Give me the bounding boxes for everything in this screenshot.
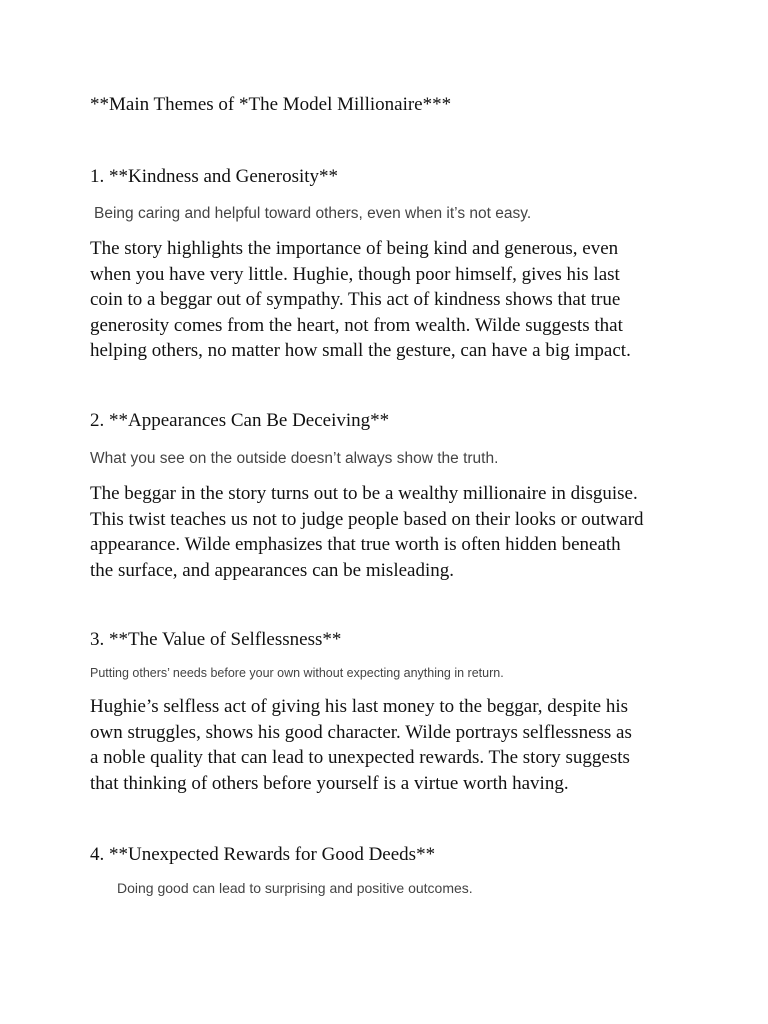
paragraph-line: the surface, and appearances can be misleading.: [90, 559, 454, 581]
paragraph-line: when you have very little. Hughie, though poor himself, gives his last: [90, 263, 620, 285]
section-4-subtitle: Doing good can lead to surprising and positive outcomes.: [117, 880, 473, 896]
paragraph-line: generosity comes from the heart, not from wealth. Wilde suggests that: [90, 314, 623, 336]
section-1-subtitle: Being caring and helpful toward others, even when it’s not easy.: [94, 205, 532, 222]
paragraph-line: a noble quality that can lead to unexpected rewards. The story suggests: [90, 747, 630, 768]
section-4-heading: 4. **Unexpected Rewards for Good Deeds**: [90, 844, 436, 865]
paragraph-line: Hughie’s selfless act of giving his last money to the beggar, despite his: [90, 696, 629, 717]
section-1-heading: 1. **Kindness and Generosity**: [90, 166, 339, 187]
paragraph-line: own struggles, shows his good character. Wilde portrays selflessness as: [90, 721, 632, 743]
section-2-paragraph: [90, 481, 690, 583]
section-2-subtitle: What you see on the outside doesn’t always show the truth.: [90, 450, 499, 467]
paragraph-line: The beggar in the story turns out to be a wealthy millionaire in disguise.: [90, 483, 638, 504]
document-title: **Main Themes of *The Model Millionaire***: [90, 94, 452, 115]
paragraph-line: that thinking of others before yourself is a virtue worth having.: [90, 772, 569, 794]
paragraph-line: appearance. Wilde emphasizes that true worth is often hidden beneath: [90, 534, 621, 555]
section-3-subtitle: Putting others’ needs before your own without expecting anything in return.: [90, 666, 504, 680]
paragraph-line: helping others, no matter how small the gesture, can have a big impact.: [90, 340, 631, 361]
paragraph-line: coin to a beggar out of sympathy. This act of kindness shows that true: [90, 289, 621, 310]
section-3-paragraph: [90, 694, 690, 796]
paragraph-line: This twist teaches us not to judge people based on their looks or outward: [90, 508, 644, 530]
section-3-heading: 3. **The Value of Selflessness**: [90, 629, 342, 650]
section-1-paragraph: [90, 236, 690, 364]
section-2-heading: 2. **Appearances Can Be Deceiving**: [90, 410, 390, 431]
paragraph-line: The story highlights the importance of being kind and generous, even: [90, 238, 619, 259]
